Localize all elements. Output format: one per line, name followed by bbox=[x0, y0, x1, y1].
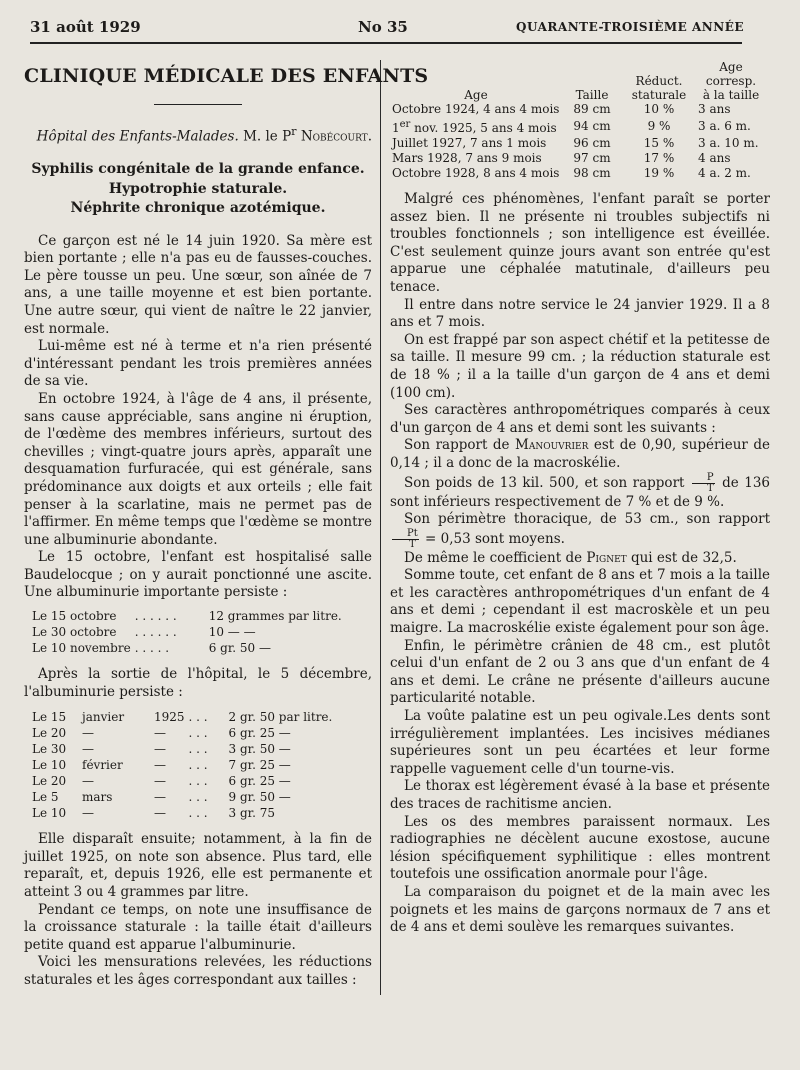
doctor-name: Nobécourt bbox=[300, 128, 368, 145]
table-cell: 9 gr. 50 — bbox=[228, 790, 291, 805]
paragraph: Les os des membres paraissent normaux. Les radiographies ne décèlent aucune exostose, aucune lésion spécifiquement syphilitique : elles montrent toutefois une ossification anormale pour l'âge. bbox=[390, 813, 770, 883]
table-cell: 1925 bbox=[154, 710, 185, 725]
albuminuria-table-1 bbox=[32, 608, 346, 656]
table-cell: — bbox=[154, 758, 166, 773]
table-row bbox=[32, 757, 336, 773]
table-cell: 3 gr. 50 — bbox=[228, 742, 291, 757]
table-cell: 1er nov. 1925, 5 ans 4 mois bbox=[392, 119, 557, 135]
table-cell: 3 a. 6 m. bbox=[698, 119, 751, 133]
table-cell: 6 gr. 50 — bbox=[208, 641, 271, 656]
column-header: Age corresp. à la taille bbox=[702, 60, 760, 102]
table-cell: Le 30 octobre bbox=[32, 625, 117, 640]
title-rule bbox=[154, 104, 242, 105]
table-cell: — bbox=[82, 726, 94, 741]
table-cell: 3 a. 10 m. bbox=[698, 136, 759, 150]
table-cell: 10 % bbox=[643, 102, 675, 116]
table-cell: Le 15 octobre bbox=[32, 609, 117, 624]
table-header-row bbox=[390, 60, 766, 102]
table-cell: . . . bbox=[188, 710, 208, 725]
table-cell: . . . bbox=[188, 790, 208, 805]
table-cell: Le 30 bbox=[32, 742, 67, 757]
header-year: QUARANTE-TROISIÈME ANNÉE bbox=[516, 20, 744, 34]
table-cell: — bbox=[82, 742, 94, 757]
table-cell: — bbox=[154, 726, 166, 741]
table-row bbox=[32, 709, 336, 725]
measurements-table bbox=[390, 60, 766, 181]
table-cell: 19 % bbox=[643, 166, 675, 180]
table-row bbox=[32, 624, 346, 640]
table-row bbox=[32, 805, 336, 821]
table-cell: mars bbox=[82, 790, 113, 805]
hospital-doctor: M. le P bbox=[243, 128, 292, 145]
table-cell: — bbox=[154, 742, 166, 757]
table-cell: 17 % bbox=[643, 151, 675, 165]
table-row bbox=[390, 136, 766, 151]
hospital-line: Hôpital des Enfants-Malades. M. le $P^r$ Nobécourt. bbox=[36, 125, 372, 145]
paragraph: Son rapport de Manouvrier est de 0,90, supérieur de 0,14 ; il a donc de la macroskélie. bbox=[390, 437, 770, 471]
table-row bbox=[390, 166, 766, 181]
paragraph: Son poids de 13 kil. 500, et son rapport $\frac{P}{T}$ de 136 sont inférieurs respectivement de 7 % et de 9 %. bbox=[390, 471, 771, 510]
table-cell: 98 cm bbox=[573, 166, 611, 180]
table-cell: 6 gr. 25 — bbox=[228, 774, 291, 789]
paragraph: Il entre dans notre service le 24 janvier 1929. Il a 8 ans et 7 mois. bbox=[390, 296, 770, 331]
table-cell: . . . . . . bbox=[134, 625, 177, 640]
table-cell: 94 cm bbox=[573, 119, 611, 133]
article-title: CLINIQUE MÉDICALE DES ENFANTS bbox=[24, 65, 429, 87]
table-cell: 6 gr. 25 — bbox=[228, 726, 291, 741]
table-row bbox=[32, 741, 336, 757]
table-cell: Le 10 novembre bbox=[32, 641, 131, 656]
paragraph: Après la sortie de l'hôpital, le 5 décembre, l'albuminurie persiste : bbox=[24, 666, 372, 700]
column-header: Réduct. staturale bbox=[631, 74, 687, 102]
table-cell: 7 gr. 25 — bbox=[228, 758, 291, 773]
paragraph: Son périmètre thoracique, de 53 cm., son rapport $\frac{Pt}{T}$ = 0,53 sont moyens. bbox=[390, 511, 770, 550]
table-cell: 4 ans bbox=[698, 151, 731, 165]
paragraph: Ses caractères anthropométriques comparés à ceux d'un garçon de 4 ans et demi sont les suivants : bbox=[390, 402, 770, 436]
column-header: Age bbox=[464, 88, 488, 102]
table-row bbox=[32, 608, 346, 624]
table-cell: . . . bbox=[188, 726, 208, 741]
paragraph: Pendant ce temps, on note une insuffisance de la croissance staturale : la taille était d'ailleurs petite quand est apparue l'albuminurie. bbox=[24, 901, 372, 953]
fraction-p-over-t: $\frac{P}{T}$ bbox=[692, 473, 715, 494]
table-cell: janvier bbox=[82, 710, 125, 725]
table-cell: — bbox=[154, 790, 166, 805]
table-cell: Juillet 1927, 7 ans 1 mois bbox=[392, 136, 547, 150]
table-cell: . . . . . bbox=[134, 641, 170, 656]
table-cell: — bbox=[154, 774, 166, 789]
diagnosis-heading bbox=[24, 160, 372, 219]
diagnosis-line-1: Syphilis congénitale de la grande enfance. bbox=[31, 161, 365, 178]
header-rule bbox=[30, 42, 742, 44]
table-cell: 89 cm bbox=[573, 102, 611, 116]
diagnosis-line-3: Néphrite chronique azotémique. bbox=[70, 200, 326, 217]
column-header: Taille bbox=[575, 88, 609, 102]
paragraph: Voici les mensurations relevées, les réductions staturales et les âges correspondant aux tailles : bbox=[24, 954, 372, 988]
paragraph: Elle disparaît ensuite; notamment, à la fin de juillet 1925, on note son absence. Plus tard, elle reparaît, et, depuis 1926, elle est permanente et atteint 3 ou 4 grammes par litre. bbox=[24, 831, 372, 901]
page-header bbox=[30, 14, 770, 38]
table-cell: 15 % bbox=[643, 136, 675, 150]
paragraph: En octobre 1924, à l'âge de 4 ans, il présente, sans cause appréciable, sans angine ni éruption, de l'œdème des membres inférieurs, surtout des chevilles ; vingt-quatre jours après, apparaît une desquamation furfuracée, qui est générale, sans prédominance aux doigts et aux orteils ; elle fait penser à la scarlatine, mais ne permet pas de l'affirmer. En même temps que l'œdème se montre une albuminurie abondante. bbox=[24, 390, 372, 548]
author-name: Manouvrier bbox=[515, 437, 589, 454]
table-cell: 2 gr. 50 par litre. bbox=[228, 710, 333, 725]
table-cell: 3 gr. 75 bbox=[228, 806, 275, 821]
table-cell: 97 cm bbox=[573, 151, 611, 165]
table-cell: Mars 1928, 7 ans 9 mois bbox=[392, 151, 542, 165]
table-row bbox=[390, 102, 766, 117]
table-cell: . . . bbox=[188, 758, 208, 773]
right-column bbox=[390, 60, 770, 937]
paragraph: On est frappé par son aspect chétif et la petitesse de sa taille. Il mesure 99 cm. ; la réduction staturale est de 18 % ; il a la taille d'un garçon de 4 ans et demi (100 cm). bbox=[390, 331, 770, 401]
table-cell: 96 cm bbox=[573, 136, 611, 150]
table-cell: 12 grammes par litre. bbox=[208, 609, 342, 624]
table-cell: Le 10 bbox=[32, 758, 67, 773]
albuminuria-table-2 bbox=[32, 709, 336, 821]
table-cell: Octobre 1928, 8 ans 4 mois bbox=[392, 166, 560, 180]
paragraph: Enfin, le périmètre crânien de 48 cm., est plutôt celui d'un enfant de 2 ou 3 ans que d'un enfant de 4 ans et demi. Le crâne ne présente d'ailleurs aucune particularité notable. bbox=[390, 637, 770, 707]
table-cell: Le 15 bbox=[32, 710, 67, 725]
table-cell: . . . bbox=[188, 774, 208, 789]
table-cell: Le 10 bbox=[32, 806, 67, 821]
table-cell: . . . bbox=[188, 742, 208, 757]
author-name: Pignet bbox=[586, 549, 627, 566]
table-row bbox=[32, 789, 336, 805]
paragraph: La voûte palatine est un peu ogivale.Les dents sont irrégulièrement implantées. Les incisives médianes supérieures sont un peu écartées et leur forme rappelle vaguement celle d'un tourne-vis. bbox=[390, 708, 770, 777]
paragraph: Le thorax est légèrement évasé à la base et présente des traces de rachitisme ancien. bbox=[390, 778, 770, 812]
table-cell: . . . . . . bbox=[134, 609, 177, 624]
hospital-name: Hôpital des Enfants-Malades. bbox=[36, 128, 239, 145]
fraction-pt-over-t: $\frac{Pt}{T}$ bbox=[392, 529, 419, 550]
paragraph: Ce garçon est né le 14 juin 1920. Sa mère est bien portante ; elle n'a pas eu de fausses-couches. Le père tousse un peu. Une sœur, son aînée de 7 ans, a une taille moyenne et est bien portante. Une autre sœur, qui vient de naître le 22 janvier, est normale. bbox=[24, 232, 372, 337]
table-row bbox=[32, 640, 346, 656]
table-cell: Le 20 bbox=[32, 774, 67, 789]
paragraph: Lui-même est né à terme et n'a rien présenté d'intéressant pendant les trois premières années de sa vie. bbox=[24, 338, 372, 390]
column-divider bbox=[380, 60, 381, 995]
paragraph: La comparaison du poignet et de la main avec les poignets et les mains de garçons normaux de 7 ans et de 4 ans et demi soulève les remarques suivantes. bbox=[390, 883, 770, 936]
table-cell: — bbox=[154, 806, 166, 821]
doctor-title-sup: r bbox=[291, 125, 297, 138]
table-cell: . . . bbox=[188, 806, 208, 821]
table-cell: 3 ans bbox=[698, 102, 731, 116]
table-row bbox=[390, 117, 766, 136]
table-row bbox=[390, 151, 766, 166]
table-row bbox=[32, 773, 336, 789]
diagnosis-line-2: Hypotrophie staturale. bbox=[108, 180, 288, 197]
paragraph: De même le coefficient de Pignet qui est de 32,5. bbox=[404, 549, 737, 566]
table-cell: 10 — — bbox=[208, 625, 256, 640]
table-cell: Le 5 bbox=[32, 790, 59, 805]
header-issue-number: No 35 bbox=[358, 18, 408, 36]
table-cell: Octobre 1924, 4 ans 4 mois bbox=[392, 102, 560, 116]
table-cell: Le 20 bbox=[32, 726, 67, 741]
table-cell: février bbox=[82, 758, 123, 773]
paragraph: Somme toute, cet enfant de 8 ans et 7 mois a la taille et les caractères anthropométriques d'un enfant de 4 ans et demi ; cependant il est macroskèle et un peu maigre. La macroskélie existe également pour son âge. bbox=[390, 567, 770, 637]
paragraph: Le 15 octobre, l'enfant est hospitalisé salle Baudelocque ; on y aurait ponctionné une ascite. Une albuminurie importante persiste : bbox=[24, 549, 372, 601]
table-cell: — bbox=[82, 806, 94, 821]
table-cell: 4 a. 2 m. bbox=[698, 166, 751, 180]
table-row bbox=[32, 725, 336, 741]
table-cell: — bbox=[82, 774, 94, 789]
header-date: 31 août 1929 bbox=[30, 18, 141, 36]
paragraph: Malgré ces phénomènes, l'enfant paraît se porter assez bien. Il ne présente ni troubles subjectifs ni troubles fonctionnels ; son intelligence est éveillée. C'est seulement quinze jours avant son entrée qu'est apparue une céphalée matutinale, d'ailleurs peu tenace. bbox=[390, 191, 770, 295]
table-cell: 9 % bbox=[647, 119, 671, 133]
